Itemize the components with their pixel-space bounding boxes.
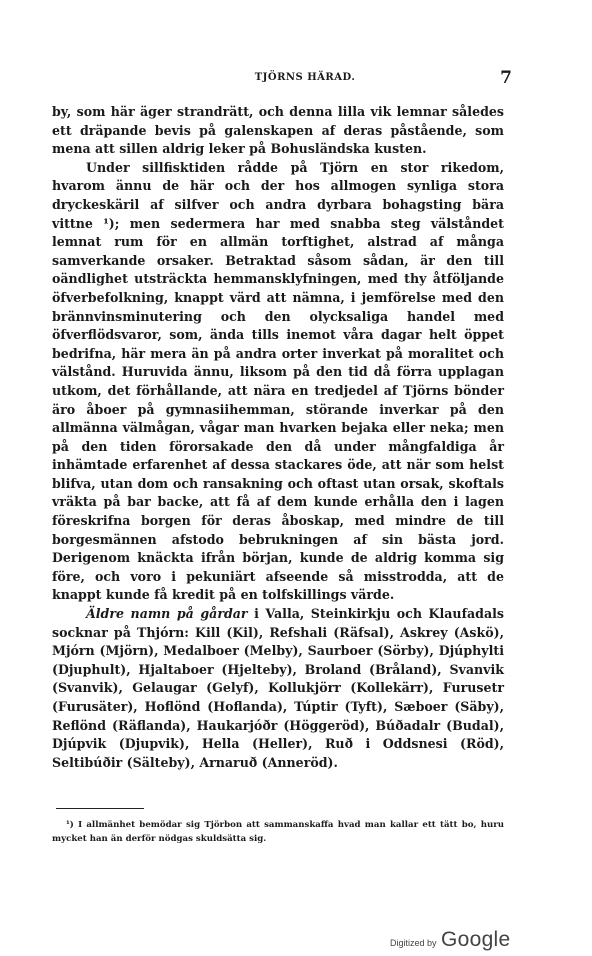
digitized-watermark <box>390 928 511 952</box>
footnote-marker: ¹) <box>66 820 74 830</box>
paragraph-3-text: i Valla, Steinkirkju och Klaufadals socknar på Thjórn: Kill (Kil), Refshali (Räfsal), Askrey (Askö), Mjórn (Mjörn), Medalboer (Melby), Saurboer (Sörby), Djúphylti (Djuphult), Hjaltaboer (Hjelteby), Broland (Bråland), Svanvik (Svanvik), Gelaugar (Gelyf), Kollukjörr (Kollekärr), Furusetr (Furusäter), Hoflönd (Hoflanda), Túptir (Tyft), Sæboer (Säby), Reflönd (Räflanda), Haukarjóðr (Höggeröd), Búðadalr (Budal), Djúpvik (Djupvik), Hella (Heller), Ruð i Oddsnesi (Röd), Seltibúðir (Sälteby), Arnaruð (Anneröd). <box>52 606 504 770</box>
footnote <box>52 818 504 846</box>
paragraph-2: Under sillfisktiden rådde på Tjörn en stor rikedom, hvarom ännu de här och der hos allmogen synliga stora dryckeskäril af silfver och andra dyrbara bohagsting bära vittne ¹); men sedermera har med snabba steg välståndet lemnat rum för en allmän torftighet, alstrad af många samverkande orsaker. Betraktad såsom sådan, är den till oändlighet utsträckta hemmansklyfningen, med thy åtföljande öfverbefolkning, knappt värd att nämna, i jemförelse med den brännvinsminutering och den olycksaliga handel med öfverflödsvaror, som, ända tills inemot våra dagar helt öppet bedrifna, här mera än på andra orter inverkat på moralitet och välstånd. Huruvida ännu, liksom på den tid då förra upplagan utkom, det förhållande, att nära en tredjedel af Tjörns bönder äro åboer på gymnasiihemman, störande inverkar på den allmänna välmågan, vågar man hvarken bejaka eller neka; men på den tiden förorsakade den då under mångfaldiga år inhämtade erfarenhet af dessa stackares öde, att när som helst blifva, utan dom och ransakning och oftast utan orsak, skoftals vräkta på bar backe, att få af dem kunde erhålla den i lagen föreskrifna borgen för deras åboskap, med mindre de till borgesmännen afstodo bebrukningen af sin bästa jord. Derigenom knäckta ifrån början, kunde de aldrig komma sig före, och voro i pekuniärt afseende så misstrodda, att de knappt kunde få kredit på en tolfskillings värde. <box>52 159 504 603</box>
google-logo: Google <box>440 928 511 951</box>
paragraph-3 <box>52 605 504 772</box>
paragraph-1: by, som här äger strandrätt, och denna lilla vik lemnar således ett dräpande bevis på galenskapen af deras påstående, som mena att sillen aldrig leker på Bohusländska kusten. <box>52 104 504 157</box>
footnote-text: I allmänhet bemödar sig Tjörbon att sammanskaffa hvad man kallar ett tätt bo, huru mycket han än derför nödgas skuldsätta sig. <box>52 820 504 844</box>
paragraph-3-lead: Äldre namn på gårdar <box>86 606 248 622</box>
digitized-prefix: Digitized by <box>390 938 437 948</box>
running-header <box>90 68 520 90</box>
body-text <box>52 103 504 772</box>
page-number: 7 <box>500 68 512 88</box>
running-title: TJÖRNS HÄRAD. <box>254 72 356 83</box>
footnote-rule <box>56 808 144 809</box>
